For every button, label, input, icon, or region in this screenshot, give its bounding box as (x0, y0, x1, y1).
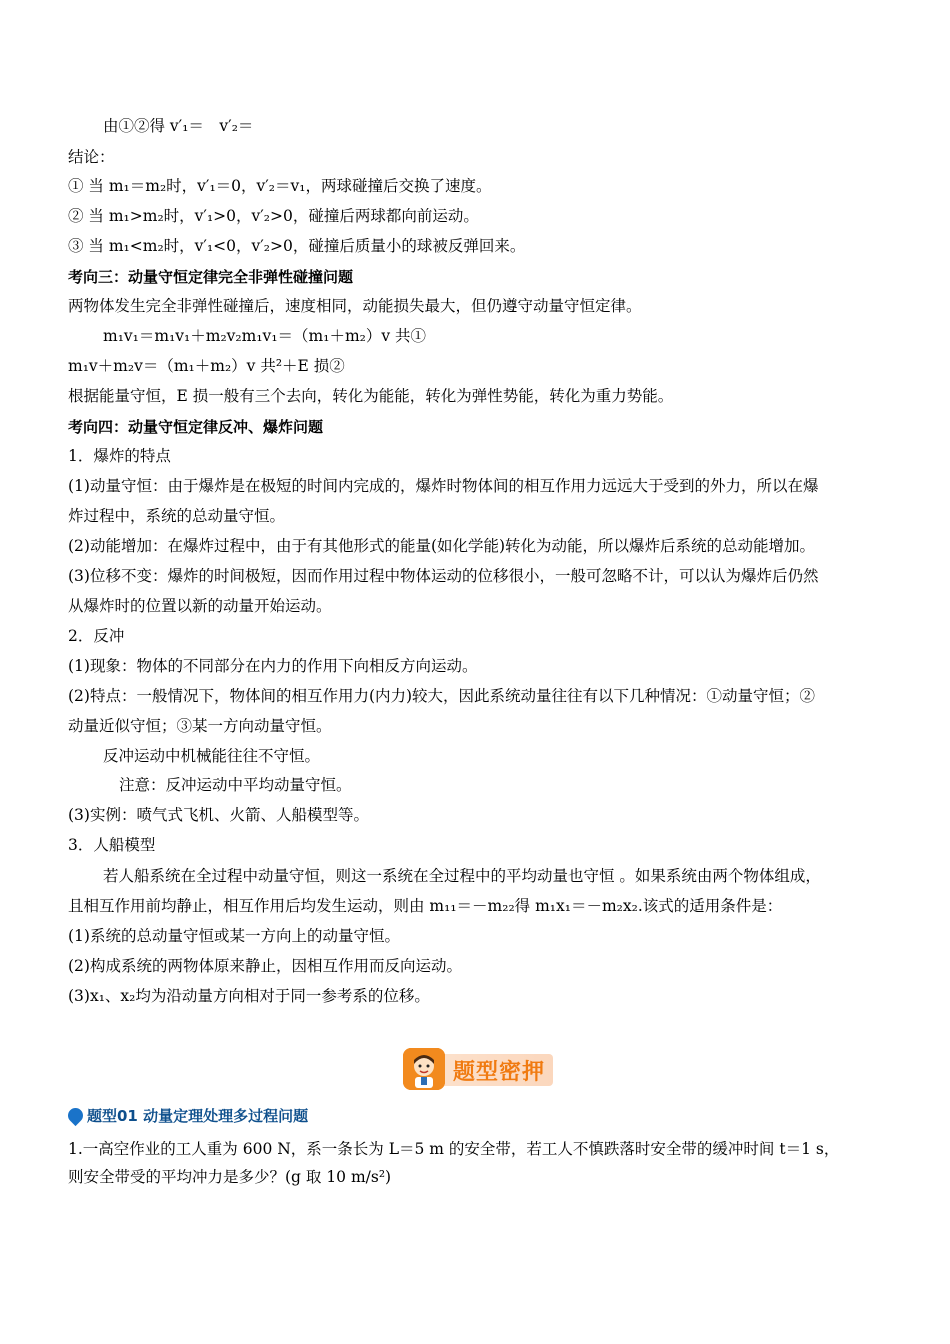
location-pin-icon (65, 1105, 86, 1126)
text-line: (1)系统的总动量守恒或某一方向上的动量守恒。 (68, 927, 400, 945)
type-heading (68, 1105, 308, 1126)
type-heading-label: 题型01 动量定理处理多过程问题 (87, 1107, 309, 1125)
text-line: 两物体发生完全非弹性碰撞后，速度相同，动能损失最大，但仍遵守动量守恒定律。 (68, 297, 642, 315)
text-line: 根据能量守恒，E 损一般有三个去向，转化为能能，转化为弹性势能，转化为重力势能。 (68, 387, 674, 405)
text-line: (2)构成系统的两物体原来静止，因相互作用而反向运动。 (68, 957, 462, 975)
text-line: 1．爆炸的特点 (68, 447, 171, 465)
text-line: 结论： (68, 148, 115, 166)
text-line: (3)实例：喷气式飞机、火箭、人船模型等。 (68, 806, 369, 824)
text-line: ② 当 m₁>m₂时，v′₁>0，v′₂>0，碰撞后两球都向前运动。 (68, 207, 479, 225)
text-line: 且相互作用前均静止，相互作用后均发生运动，则由 m₁₁＝－m₂₂得 m₁x₁＝－m₂x₂.该式的适用条件是： (68, 897, 783, 915)
section-heading: 考向四：动量守恒定律反冲、爆炸问题 (68, 418, 324, 436)
text-line: 1.一高空作业的工人重为 600 N，系一条长为 L＝5 m 的安全带，若工人不慎跌落时安全带的缓冲时间 t＝1 s， (68, 1140, 840, 1158)
text-line: 由①②得 v′₁＝ v′₂＝ (103, 117, 254, 135)
text-line: 3．人船模型 (68, 836, 156, 854)
text-line: (2)动能增加：在爆炸过程中，由于有其他形式的能量(如化学能)转化为动能，所以爆炸后系统的总动能增加。 (68, 537, 816, 555)
text-line: (3)位移不变：爆炸的时间极短，因而作用过程中物体运动的位移很小，一般可忽略不计，可以认为爆炸后仍然 (68, 567, 819, 585)
text-line: ① 当 m₁＝m₂时，v′₁＝0，v′₂＝v₁，两球碰撞后交换了速度。 (68, 177, 492, 195)
text-line: m₁v₁＝m₁v₁＋m₂v₂m₁v₁＝（m₁＋m₂）v 共① (103, 327, 427, 345)
text-line: 炸过程中，系统的总动量守恒。 (68, 507, 286, 525)
badge-label: 题型密押 (453, 1060, 546, 1085)
text-line: (1)现象：物体的不同部分在内力的作用下向相反方向运动。 (68, 657, 478, 675)
text-line: 若人船系统在全过程中动量守恒，则这一系统在全过程中的平均动量也守恒 。如果系统由两个物体组成， (103, 867, 821, 885)
text-line: (3)x₁、x₂均为沿动量方向相对于同一参考系的位移。 (68, 987, 430, 1005)
text-line: 则安全带受的平均冲力是多少？(g 取 10 m/s²) (68, 1168, 392, 1186)
text-line: (2)特点：一般情况下，物体间的相互作用力(内力)较大，因此系统动量往往有以下几种情况：①动量守恒；② (68, 687, 816, 705)
text-line: 动量近似守恒；③某一方向动量守恒。 (68, 717, 332, 735)
text-line: m₁v＋m₂v＝（m₁＋m₂）v 共²＋E 损② (68, 357, 345, 375)
text-line: 2．反冲 (68, 627, 125, 645)
section-badge (403, 1048, 553, 1090)
text-line: 从爆炸时的位置以新的动量开始运动。 (68, 597, 332, 615)
text-line: ③ 当 m₁<m₂时，v′₁<0，v′₂>0，碰撞后质量小的球被反弹回来。 (68, 237, 526, 255)
section-heading: 考向三：动量守恒定律完全非弹性碰撞问题 (68, 268, 354, 286)
teacher-avatar-icon (403, 1048, 445, 1090)
text-line: 注意：反冲运动中平均动量守恒。 (119, 776, 352, 794)
text-line: 反冲运动中机械能往往不守恒。 (103, 747, 321, 765)
text-line: (1)动量守恒：由于爆炸是在极短的时间内完成的，爆炸时物体间的相互作用力远远大于受到的外力，所以在爆 (68, 477, 819, 495)
